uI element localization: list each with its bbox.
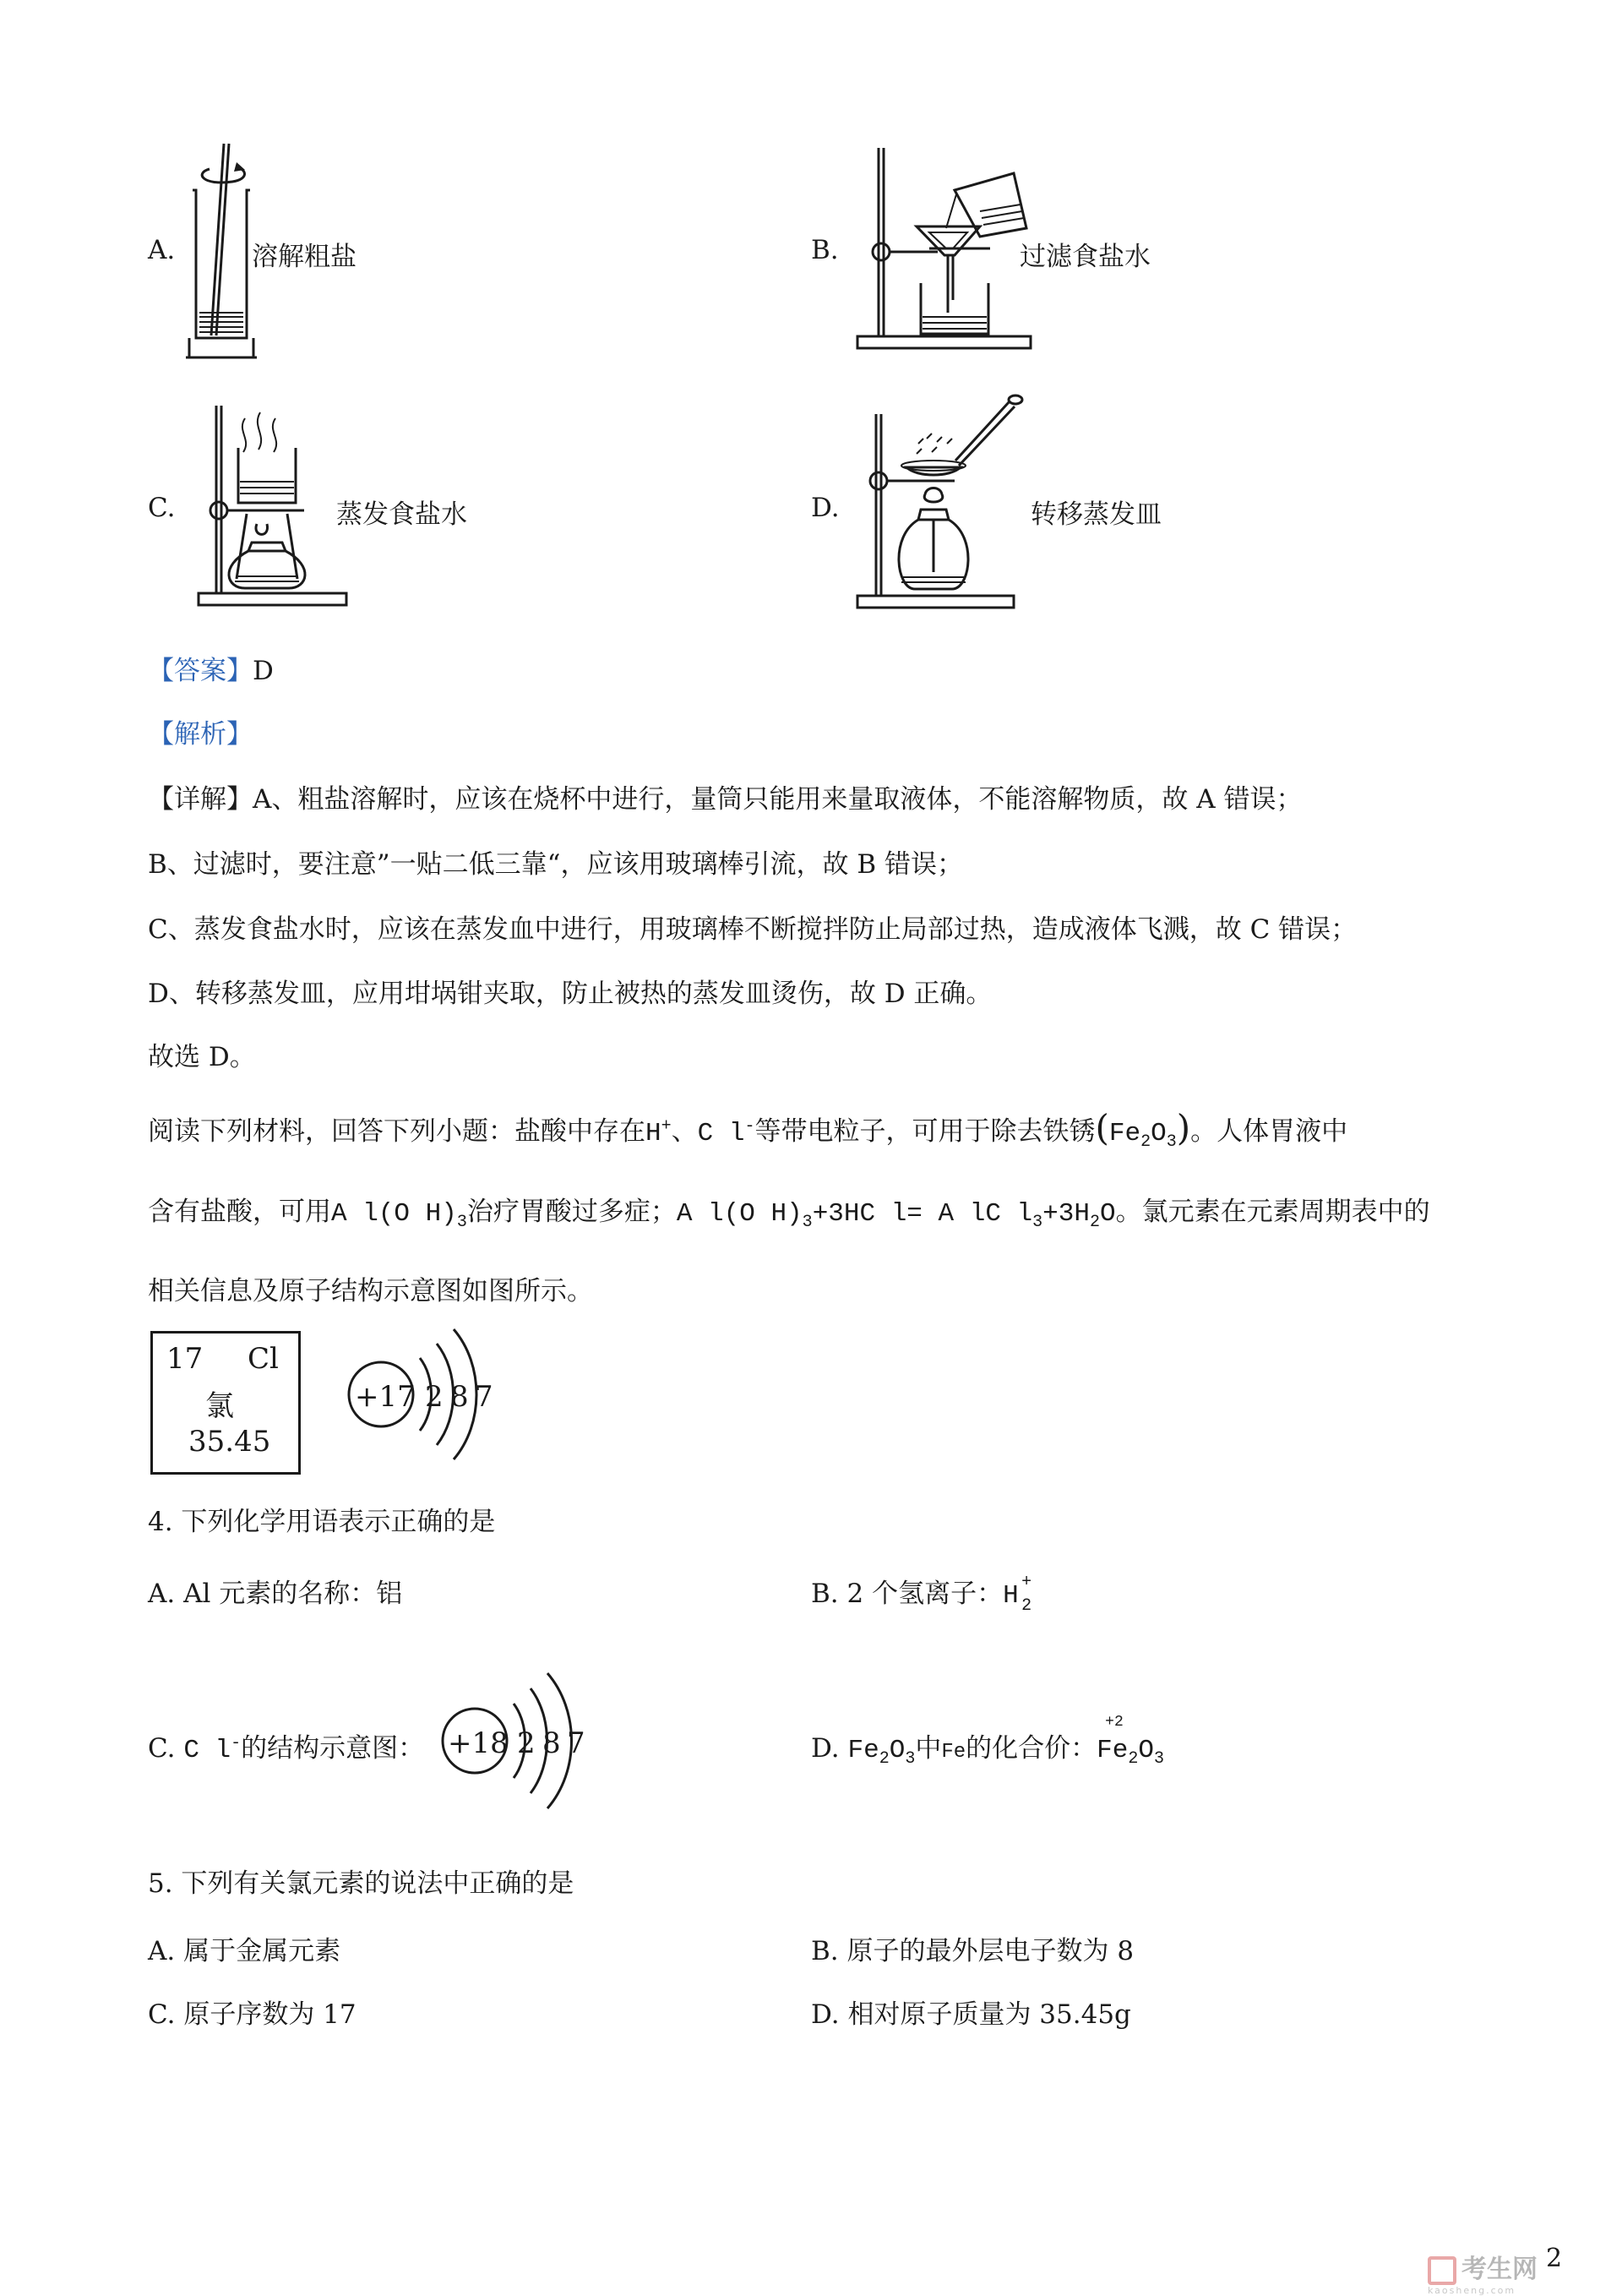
figure-d-caption: 转移蒸发皿 <box>1031 499 1162 530</box>
q4-option-b-formula <box>1003 1573 1032 1616</box>
q5-stem: 5. 下列有关氯元素的说法中正确的是 <box>148 1868 574 1899</box>
answer-value: D <box>253 656 274 686</box>
q4-b-charge: + <box>1021 1573 1032 1592</box>
h-ion <box>645 1116 672 1148</box>
q4-d-formula-fe: Fe <box>1097 1736 1129 1765</box>
answer-line <box>148 649 274 687</box>
detail-line-b: B、过滤时，要注意”一贴二低三靠“，应该用玻璃棒引流，故 B 错误； <box>148 849 963 880</box>
q4-c-shell-3: 7 <box>567 1726 585 1760</box>
equation-o: O <box>1099 1199 1116 1229</box>
q4-d-formula-1 <box>847 1736 916 1770</box>
cl-charge: - <box>744 1116 755 1137</box>
figure-a-label: A. <box>148 235 176 265</box>
page-number: 2 <box>1546 2244 1563 2273</box>
equation-left: A l(O H) <box>676 1199 803 1229</box>
q4-c-ion <box>183 1733 242 1765</box>
equation-sub-3: 2 <box>1089 1213 1100 1233</box>
q4-option-a: A. Al 元素的名称：铝 <box>148 1579 403 1609</box>
detail-line-c: C、蒸发食盐水时，应该在蒸发血中进行，用玻璃棒不断搅拌防止局部过热，造成液体飞溅，故 C 错误； <box>148 914 1358 945</box>
q4-d-formula-2 <box>1097 1714 1164 1770</box>
material-text-2a: 含有盐酸，可用 <box>148 1197 331 1227</box>
q4-b-sub: 2 <box>1021 1596 1032 1616</box>
figure-c-label: C. <box>148 493 176 523</box>
aloh3-sub: 3 <box>456 1213 467 1233</box>
q4-d-o: O <box>889 1736 906 1765</box>
analysis-label: 【解析】 <box>148 719 253 750</box>
q4-stem: 4. 下列化学用语表示正确的是 <box>148 1507 496 1537</box>
q4-d-formula-sub2: 2 <box>1128 1749 1139 1770</box>
q4-c-ion-charge: - <box>231 1733 242 1753</box>
logo-text: 考生网 <box>1461 2255 1538 2284</box>
q4-d-formula-sub3: 3 <box>1153 1749 1164 1770</box>
figure-b-filtration-apparatus <box>845 144 1039 355</box>
q5-option-d: D. 相对原子质量为 35.45g <box>811 1999 1131 2030</box>
equation <box>676 1199 1116 1233</box>
material-text-2b: 治疗胃酸过多症； <box>466 1197 677 1227</box>
figure-c-caption: 蒸发食盐水 <box>336 499 467 530</box>
q4-d-text: 的化合价： <box>966 1733 1097 1764</box>
figure-a-caption: 溶解粗盐 <box>252 242 357 272</box>
material-text-1a: 阅读下列材料，回答下列小题：盐酸中存在 <box>148 1116 645 1147</box>
figure-b-label: B. <box>811 235 839 265</box>
equation-mid: +3HC l= A lC l <box>812 1199 1033 1229</box>
detail-line-d: D、转移蒸发皿，应用坩埚钳夹取，防止被热的蒸发皿烫伤，故 D 正确。 <box>148 979 993 1009</box>
q4-option-b <box>811 1572 1032 1616</box>
detail-line-a <box>148 777 1302 815</box>
h-symbol: H <box>645 1119 661 1148</box>
material-text-2c: 。氯元素在元素周期表中的 <box>1115 1197 1430 1227</box>
figure-b-caption: 过滤食盐水 <box>1020 242 1151 272</box>
cl-ion <box>697 1116 755 1148</box>
detail-conclusion: 故选 D。 <box>148 1042 256 1072</box>
q5-option-b: B. 原子的最外层电子数为 8 <box>811 1936 1135 1966</box>
material-separator: 、 <box>671 1116 698 1147</box>
rust-formula <box>1108 1119 1177 1153</box>
rust-sub-3: 3 <box>1166 1132 1177 1153</box>
q4-d-fe-2: Fe <box>941 1741 966 1764</box>
q4-d-letter: D. <box>811 1733 840 1764</box>
material-line-1: 阅读下列材料，回答下列小题：盐酸中存在H+、C l-等带电粒子，可用于除去铁锈$(Fe_2O_3)$。人体胃液中 <box>148 1107 1348 1153</box>
q4-d-fe: Fe <box>847 1736 879 1765</box>
figure-c-evaporation-apparatus <box>186 397 355 613</box>
element-name: 氯 <box>205 1389 234 1423</box>
q4-c-nucleus: +18 <box>448 1726 509 1760</box>
material-text-1c: 。人体胃液中 <box>1190 1116 1348 1147</box>
aloh3-text: A l(O H) <box>331 1199 457 1229</box>
q4-b-h: H <box>1003 1581 1019 1611</box>
q4-option-d <box>811 1714 1164 1770</box>
material-text-1b: 等带电粒子，可用于除去铁锈 <box>754 1116 1096 1147</box>
aloh3-formula <box>331 1199 467 1233</box>
atomic-mass: 35.45 <box>188 1425 271 1459</box>
rust-sub-2: 2 <box>1140 1132 1151 1153</box>
atomic-number: 17 <box>166 1342 204 1376</box>
periodic-table-cell <box>150 1331 301 1475</box>
q4-d-sub3: 3 <box>905 1749 916 1770</box>
q4-c-shell-2: 8 <box>542 1726 561 1760</box>
q4-c-ion-symbol: C l <box>183 1736 231 1765</box>
equation-right: +3H <box>1042 1199 1090 1229</box>
atom-shell-1: 2 <box>425 1380 444 1414</box>
logo-icon <box>1428 2256 1456 2285</box>
figure-d-crucible-tongs-apparatus <box>849 393 1043 613</box>
atom-shell-2: 8 <box>450 1380 469 1414</box>
material-line-3: 相关信息及原子结构示意图如图所示。 <box>148 1276 593 1306</box>
cl-symbol: C l <box>697 1119 745 1148</box>
q5-option-a: A. 属于金属元素 <box>148 1936 341 1966</box>
figure-d-label: D. <box>811 493 840 523</box>
detail-label: 【详解】 <box>148 784 253 815</box>
q4-c-shell-1: 2 <box>517 1726 536 1760</box>
q4-d-mid: 中 <box>915 1733 942 1764</box>
watermark-logo <box>1428 2248 1538 2296</box>
q4-c-text: 的结构示意图： <box>241 1733 425 1764</box>
q4-option-b-text: B. 2 个氢离子： <box>811 1579 1004 1609</box>
rust-fe: Fe <box>1108 1119 1141 1148</box>
h-charge: + <box>661 1116 672 1137</box>
material-line-2 <box>148 1190 1430 1232</box>
q4-option-c <box>148 1726 424 1765</box>
rust-o: O <box>1151 1119 1167 1148</box>
logo-subtext: kaosheng.com <box>1428 2285 1516 2296</box>
atom-nucleus: +17 <box>355 1380 416 1414</box>
q4-d-sub2: 2 <box>879 1749 890 1770</box>
q5-option-c: C. 原子序数为 17 <box>148 1999 357 2030</box>
equation-sub-2: 3 <box>1032 1213 1043 1233</box>
equation-sub-1: 3 <box>802 1213 813 1233</box>
q4-d-formula-o: O <box>1138 1736 1154 1765</box>
element-symbol: Cl <box>248 1342 279 1376</box>
q4-c-letter: C. <box>148 1733 176 1764</box>
q4-d-valence: +2 <box>1105 1714 1124 1731</box>
detail-text-a: A、粗盐溶解时，应该在烧杯中进行，量筒只能用来量取液体，不能溶解物质，故 A 错误； <box>253 784 1303 815</box>
atom-shell-3: 7 <box>475 1380 493 1414</box>
answer-label: 【答案】 <box>148 656 253 686</box>
